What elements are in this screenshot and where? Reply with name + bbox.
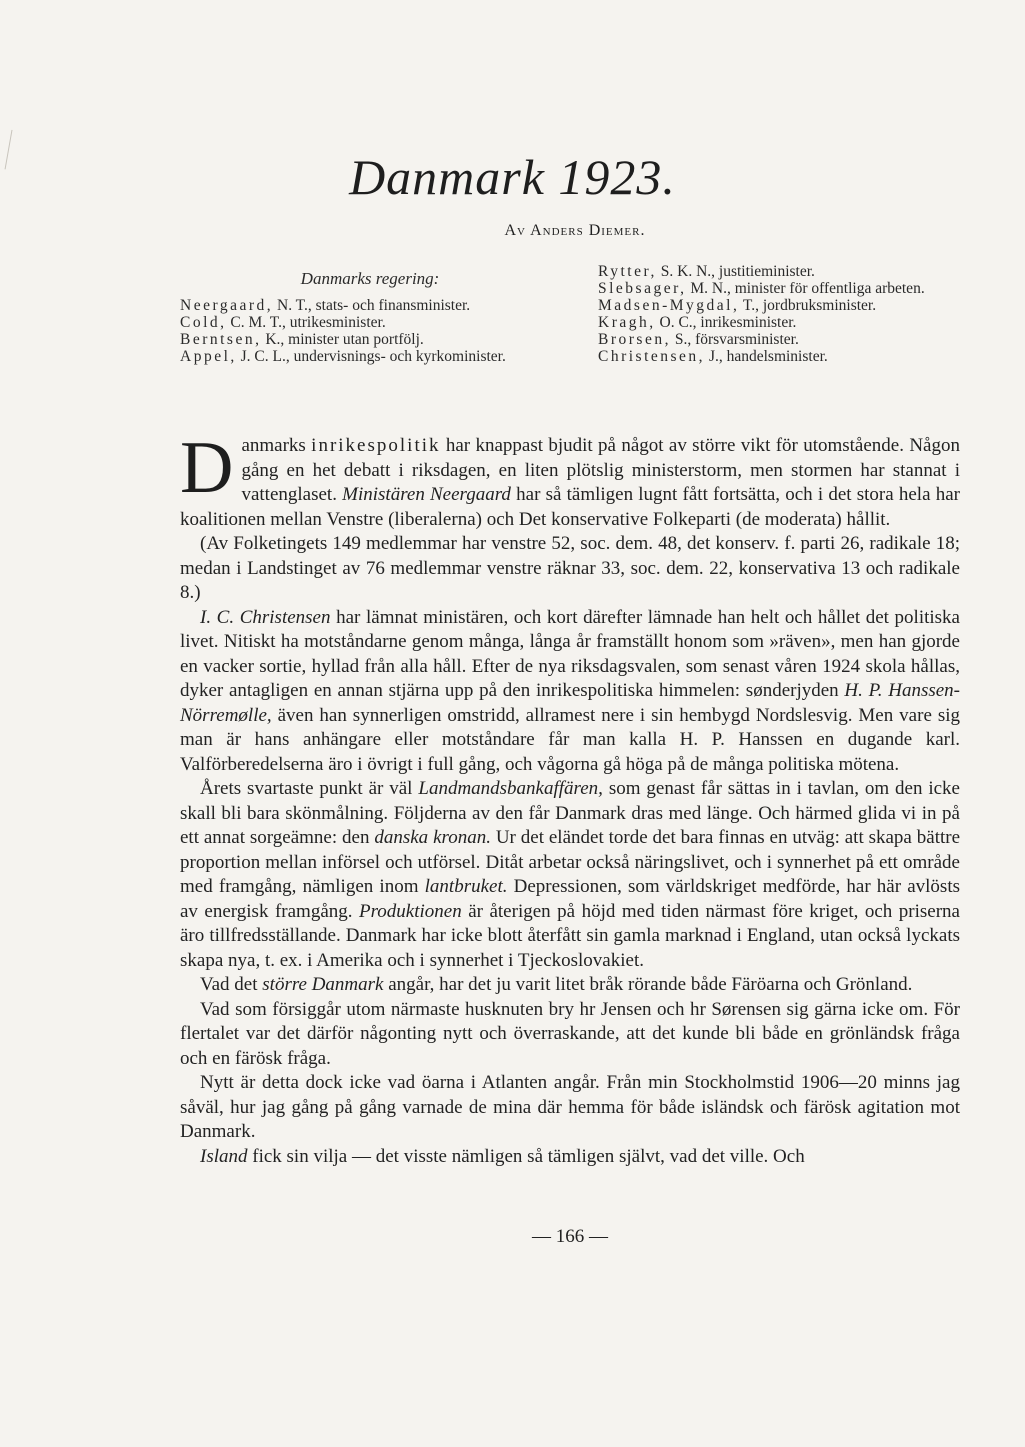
paragraph: (Av Folketingets 149 medlemmar har venstre 52, soc. dem. 48, det konserv. f. parti 26, radikale 18; medan i Landstinget av 76 medlemmar venstre räknar 33, soc. dem. 22, konservativa 13 och radikale 8.): [180, 533, 960, 603]
paragraph: Danmarks inrikespolitik har knappast bjudit på något av större vikt för utomstående. Någon gång en het debatt i riksdagen, en liten plötslig ministerstorm, men stormen har stannat i vattenglaset. Ministären Neergaard har så tämligen lugnt fått fortsätta, och i det stora hela har koalitionen mellan Venstre (liberalerna) och Det konservative Folkeparti (de moderata) hållit.: [180, 427, 960, 530]
page-title: Danmark 1923.: [349, 149, 676, 205]
government-heading: Danmarks regering:: [300, 269, 440, 288]
paragraph: Vad som försiggår utom närmaste husknuten bry hr Jensen och hr Sørensen sig gärna icke om. För flertalet var det därför någonting nytt och överraskande, att det kunde bli både en grönländsk fråga och en färösk fråga.: [180, 998, 960, 1069]
author-byline: Av Anders Diemer.: [504, 222, 646, 239]
government-list-right: [598, 263, 968, 365]
minister-entry: Rytter, S. K. N., justitieminister.: [598, 263, 815, 280]
paragraph: Vad det större Danmark angår, har det ju varit litet bråk rörande både Färöarna och Grönland.: [200, 974, 913, 995]
page-number: — 166 —: [532, 1226, 608, 1247]
minister-entry: Kragh, O. C., inrikesminister.: [598, 314, 797, 331]
minister-entry: Cold, C. M. T., utrikesminister.: [180, 314, 386, 331]
government-list-left: [180, 263, 560, 365]
minister-entry: Madsen-Mygdal, T., jordbruksminister.: [598, 297, 877, 314]
paragraph: Island fick sin vilja — det visste nämligen så tämligen självt, vad det ville. Och: [200, 1145, 805, 1167]
article-body: [180, 427, 961, 1169]
minister-entry: Slebsager, M. N., minister för offentliga arbeten.: [598, 280, 925, 297]
minister-entry: Berntsen, K., minister utan portfölj.: [180, 331, 424, 348]
paragraph: Nytt är detta dock icke vad öarna i Atlanten angår. Från min Stockholmstid 1906—20 minns jag såväl, hur jag gång på gång varnade de mina där hemma för både isländsk och färösk agitation mot Danmark.: [180, 1072, 960, 1142]
minister-entry: Neergaard, N. T., stats- och finansminister.: [180, 297, 471, 314]
drop-cap: D: [180, 427, 234, 509]
paragraph: Årets svartaste punkt är väl Landmandsbankaffären, som genast får sättas in i tavlan, om den icke skall bli bara skönmålning. Följderna av den får Danmark dras med länge. Och härmed glida vi in på ett annat sorgeämne: den danska kronan. Ur det eländet torde det bara finnas en utväg: att skapa bättre proportion mellan införsel och utförsel. Ditåt arbetar också näringslivet, och i synnerhet på ett område med framgång, nämligen inom lantbruket. Depressionen, som världskriget medförde, har här avlösts av energisk framgång. Produktionen är återigen på höjd med tiden närmast före kriget, och priserna äro tillfredsställande. Danmark har icke blott återfått sin gamla marknad i England, utan också lyckats skapa nya, t. ex. i Amerika och i synnerhet i Tjeckoslovakiet.: [180, 778, 961, 971]
minister-entry: Christensen, J., handelsminister.: [598, 348, 828, 365]
minister-entry: Brorsen, S., försvarsminister.: [598, 331, 799, 348]
minister-entry: Appel, J. C. L., undervisnings- och kyrkominister.: [180, 348, 506, 365]
paragraph: I. C. Christensen har lämnat ministären, och kort därefter lämnade han helt och hållet det politiska livet. Nitiskt ha motståndarne genom många, långa år framställt honom som »räven», men han gjorde en vacker sortie, hyllad från alla håll. Efter de nya riksdagsvalen, som senast våren 1924 skola hållas, dyker antagligen en annan stjärna upp på den inrikespolitiska himmelen: sønderjyden H. P. Hanssen-Nörremølle, även han synnerligen omstridd, allramest nere i sin hembygd Nordslesvig. Men vare sig man är hans anhängare eller motståndare får man kalla H. P. Hanssen en dugande karl. Valförberedelserna äro i övrigt i full gång, och vågorna gå höga på de många politiska mötena.: [180, 606, 960, 775]
